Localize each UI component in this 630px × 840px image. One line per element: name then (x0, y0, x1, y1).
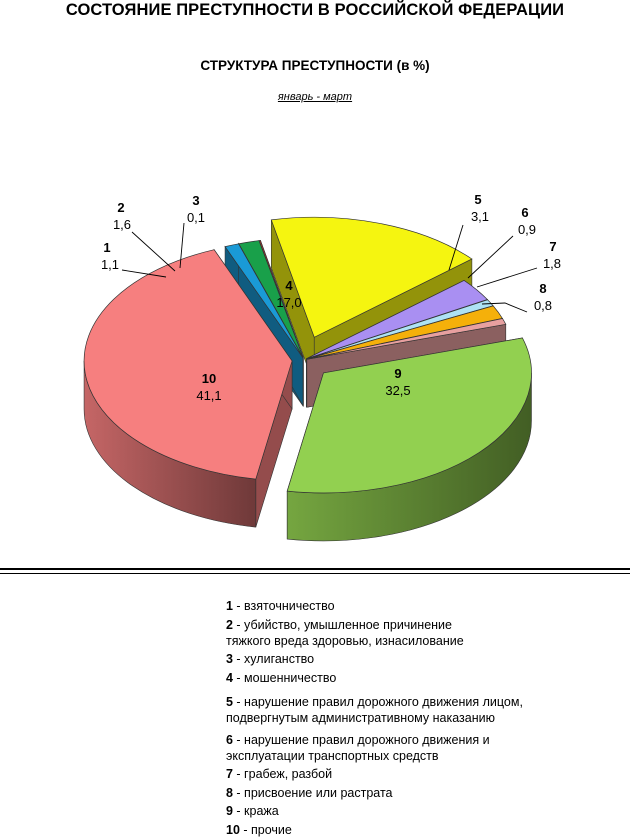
leader-line-2 (132, 232, 175, 271)
legend-number: 9 (226, 804, 233, 818)
slice-label-value: 1,1 (100, 257, 120, 272)
slice-label-number: 2 (117, 200, 125, 215)
slice-label-number: 9 (394, 366, 402, 381)
legend-text: - прочие (239, 822, 292, 837)
legend-text: - присвоение или растрата (232, 785, 393, 800)
legend-number: 6 (226, 732, 233, 747)
slice-label-number: 4 (285, 278, 293, 293)
legend-item (226, 785, 626, 801)
legend-item (226, 822, 626, 838)
slice-label-value: 41,1 (196, 388, 222, 403)
legend-item (226, 766, 626, 782)
slice-label-value: 0,8 (533, 298, 553, 313)
chart-subtitle: СТРУКТУРА ПРЕСТУПНОСТИ (в %) (200, 58, 430, 73)
legend-number: 10 (226, 822, 240, 837)
legend-number: 8 (226, 785, 233, 800)
slice-label-value: 1,8 (542, 256, 562, 271)
legend-number: 1 (226, 599, 233, 613)
slice-label-value: 17,0 (276, 295, 302, 310)
slice-label-value: 0,9 (517, 222, 537, 237)
legend (226, 598, 626, 840)
legend-item (226, 694, 556, 726)
legend-text: - мошенничество (232, 670, 337, 685)
legend-number: 3 (226, 652, 233, 666)
slice-label-number: 10 (201, 371, 217, 386)
legend-number: 5 (226, 694, 233, 709)
legend-text: - хулиганство (232, 652, 315, 666)
legend-number: 4 (226, 670, 233, 685)
legend-item (226, 803, 626, 819)
legend-text: - кража (232, 804, 279, 818)
slice-label-number: 5 (474, 192, 482, 207)
legend-text: - грабеж, разбой (232, 767, 333, 781)
slice-label-number: 7 (549, 239, 557, 254)
legend-text: - нарушение правил дорожного движения лицом, подвергнутым административному наказанию (226, 694, 523, 725)
legend-item (226, 617, 486, 649)
legend-text: - нарушение правил дорожного движения и эксплуатации транспортных средств (226, 732, 490, 763)
legend-item (226, 670, 626, 686)
slice-label-value: 32,5 (385, 383, 411, 398)
legend-text: - убийство, умышленное причинение тяжкого вреда здоровью, изнасилование (226, 617, 464, 648)
slice-label-number: 6 (521, 205, 529, 220)
slice-label-value: 0,1 (186, 210, 206, 225)
legend-text: - взяточничество (232, 599, 335, 613)
page-title: СОСТОЯНИЕ ПРЕСТУПНОСТИ В РОССИЙСКОЙ ФЕДЕРАЦИИ (65, 1, 565, 19)
chart-period: январь - март (277, 91, 353, 103)
leader-line-6 (468, 236, 513, 278)
legend-number: 2 (226, 617, 233, 632)
divider-thick (0, 568, 630, 570)
legend-item (226, 732, 516, 764)
slice-label-value: 3,1 (470, 209, 490, 224)
slice-label-number: 1 (103, 240, 111, 255)
legend-number: 7 (226, 767, 233, 781)
slice-label-number: 3 (192, 193, 200, 208)
legend-item (226, 651, 626, 667)
legend-item (226, 598, 626, 614)
slice-label-number: 8 (539, 281, 547, 296)
slice-label-value: 1,6 (112, 217, 132, 232)
divider-thin (0, 573, 630, 574)
leader-line-7 (477, 268, 537, 287)
